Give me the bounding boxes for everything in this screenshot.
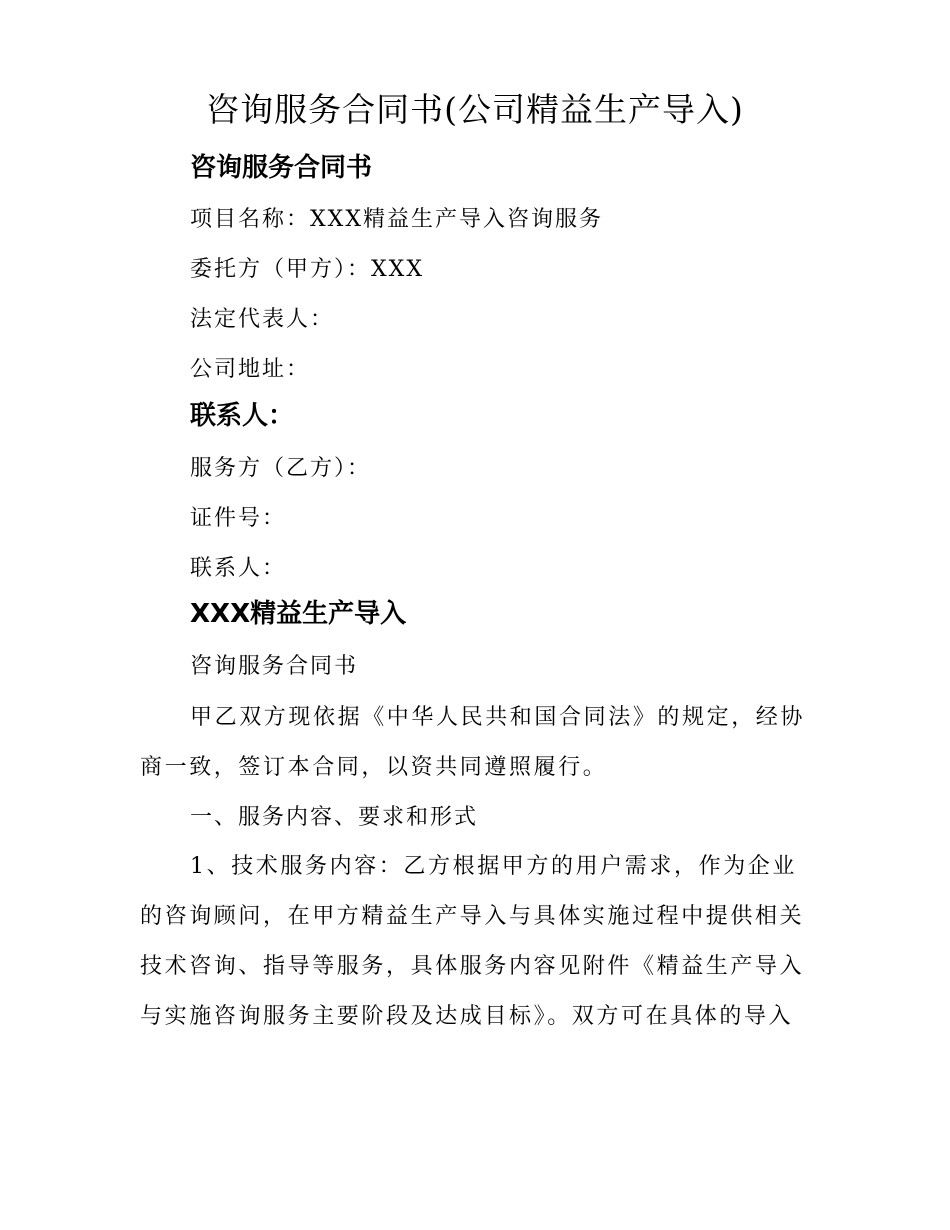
section-1-title: 一、服务内容、要求和形式 [190,805,479,830]
id-number-line: 证件号： [190,506,287,531]
clause-1-paragraph: 1、技术服务内容：乙方根据甲方的用户需求，作为企业的咨询顾问，在甲方精益生产导入与具体实施过程中提供相关技术咨询、指导等服务，具体服务内容见附件《精益生产导入与实施咨询服务主要阶段及达成目标》。双方可在具体的导入 [140,854,805,1029]
contact-heading: 联系人： [190,401,295,431]
intro-paragraph: 甲乙双方现依据《中华人民共和国合同法》的规定，经协商一致，签订本合同，以资共同遵照履行。 [140,705,806,780]
project-name-line: 项目名称：XXX精益生产导入咨询服务 [190,207,603,232]
company-address-line: 公司地址： [190,357,311,382]
contract-heading: 咨询服务合同书 [190,153,373,183]
project-heading: XXX精益生产导入 [190,599,407,629]
provider-line: 服务方（乙方）： [190,456,372,481]
document-title: 咨询服务合同书(公司精益生产导入) [206,90,744,129]
client-line: 委托方（甲方）：XXX [190,257,424,282]
contact-line: 联系人： [190,556,287,581]
contract-subtitle: 咨询服务合同书 [190,654,359,679]
legal-representative-line: 法定代表人： [190,307,335,332]
